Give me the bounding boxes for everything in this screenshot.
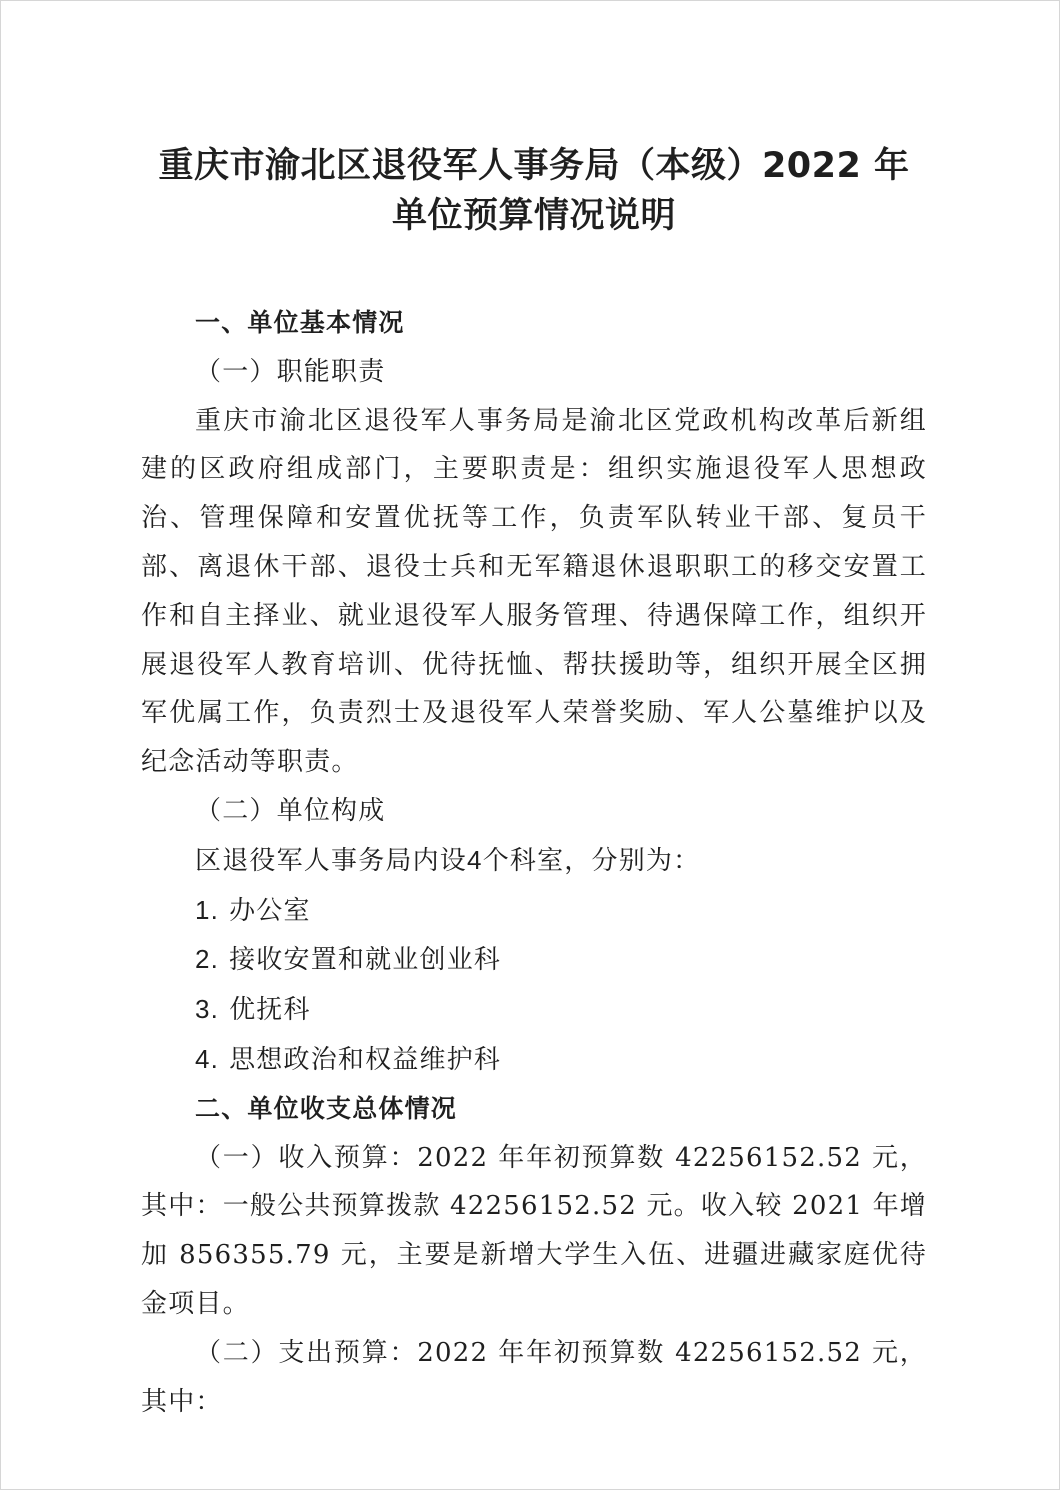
document-content: [141, 141, 927, 1426]
list-item-number: 1.: [195, 894, 220, 925]
list-item-label: 思想政治和权益维护科: [229, 1044, 502, 1075]
list-item: [141, 935, 927, 985]
list-item-label: 办公室: [229, 895, 311, 926]
section-heading-revenue-expenditure: 二、单位收支总体情况: [195, 1093, 458, 1123]
list-item-number: 2.: [195, 944, 220, 975]
expense-budget-paragraph: （二）支出预算：2022 年年初预算数 42256152.52 元，其中：: [141, 1337, 927, 1417]
title-line-1: 重庆市渝北区退役军人事务局（本级）2022 年: [158, 146, 910, 186]
list-item: [141, 1035, 927, 1085]
subsection-heading-composition: （二）单位构成: [195, 795, 386, 826]
income-budget-paragraph: （一）收入预算：2022 年年初预算数 42256152.52 元，其中：一般公共预算拨款 42256152.52 元。收入较 2021 年增加 856355.79 元，主要是新增大学生入伍、进疆进藏家庭优待金项目。: [141, 1142, 927, 1319]
document-title: [141, 141, 927, 241]
composition-paragraph: [141, 836, 927, 886]
list-item-number: 4.: [195, 1043, 220, 1074]
duties-paragraph: 重庆市渝北区退役军人事务局是渝北区党政机构改革后新组建的区政府组成部门，主要职责是：组织实施退役军人思想政治、管理保障和安置优抚等工作，负责军队转业干部、复员干部、离退休干部、退役士兵和无军籍退休退职职工的移交安置工作和自主择业、就业退役军人服务管理、待遇保障工作，组织开展退役军人教育培训、优待抚恤、帮扶援助等，组织开展全区拥军优属工作，负责烈士及退役军人荣誉奖励、军人公墓维护以及纪念活动等职责。: [141, 405, 927, 778]
list-item: [141, 886, 927, 936]
composition-suffix: 个科室，分别为：: [482, 845, 701, 876]
composition-prefix: 区退役军人事务局内设: [195, 845, 468, 876]
composition-count: 4: [467, 844, 483, 875]
list-item-number: 3.: [195, 994, 220, 1025]
document-body: [141, 299, 927, 1426]
list-item-label: 优抚科: [229, 995, 311, 1026]
section-heading-basic-info: 一、单位基本情况: [195, 308, 405, 337]
list-item: [141, 985, 927, 1035]
title-line-2: 单位预算情况说明: [391, 196, 676, 236]
list-item-label: 接收安置和就业创业科: [229, 945, 502, 976]
subsection-heading-duties: （一）职能职责: [195, 356, 386, 387]
